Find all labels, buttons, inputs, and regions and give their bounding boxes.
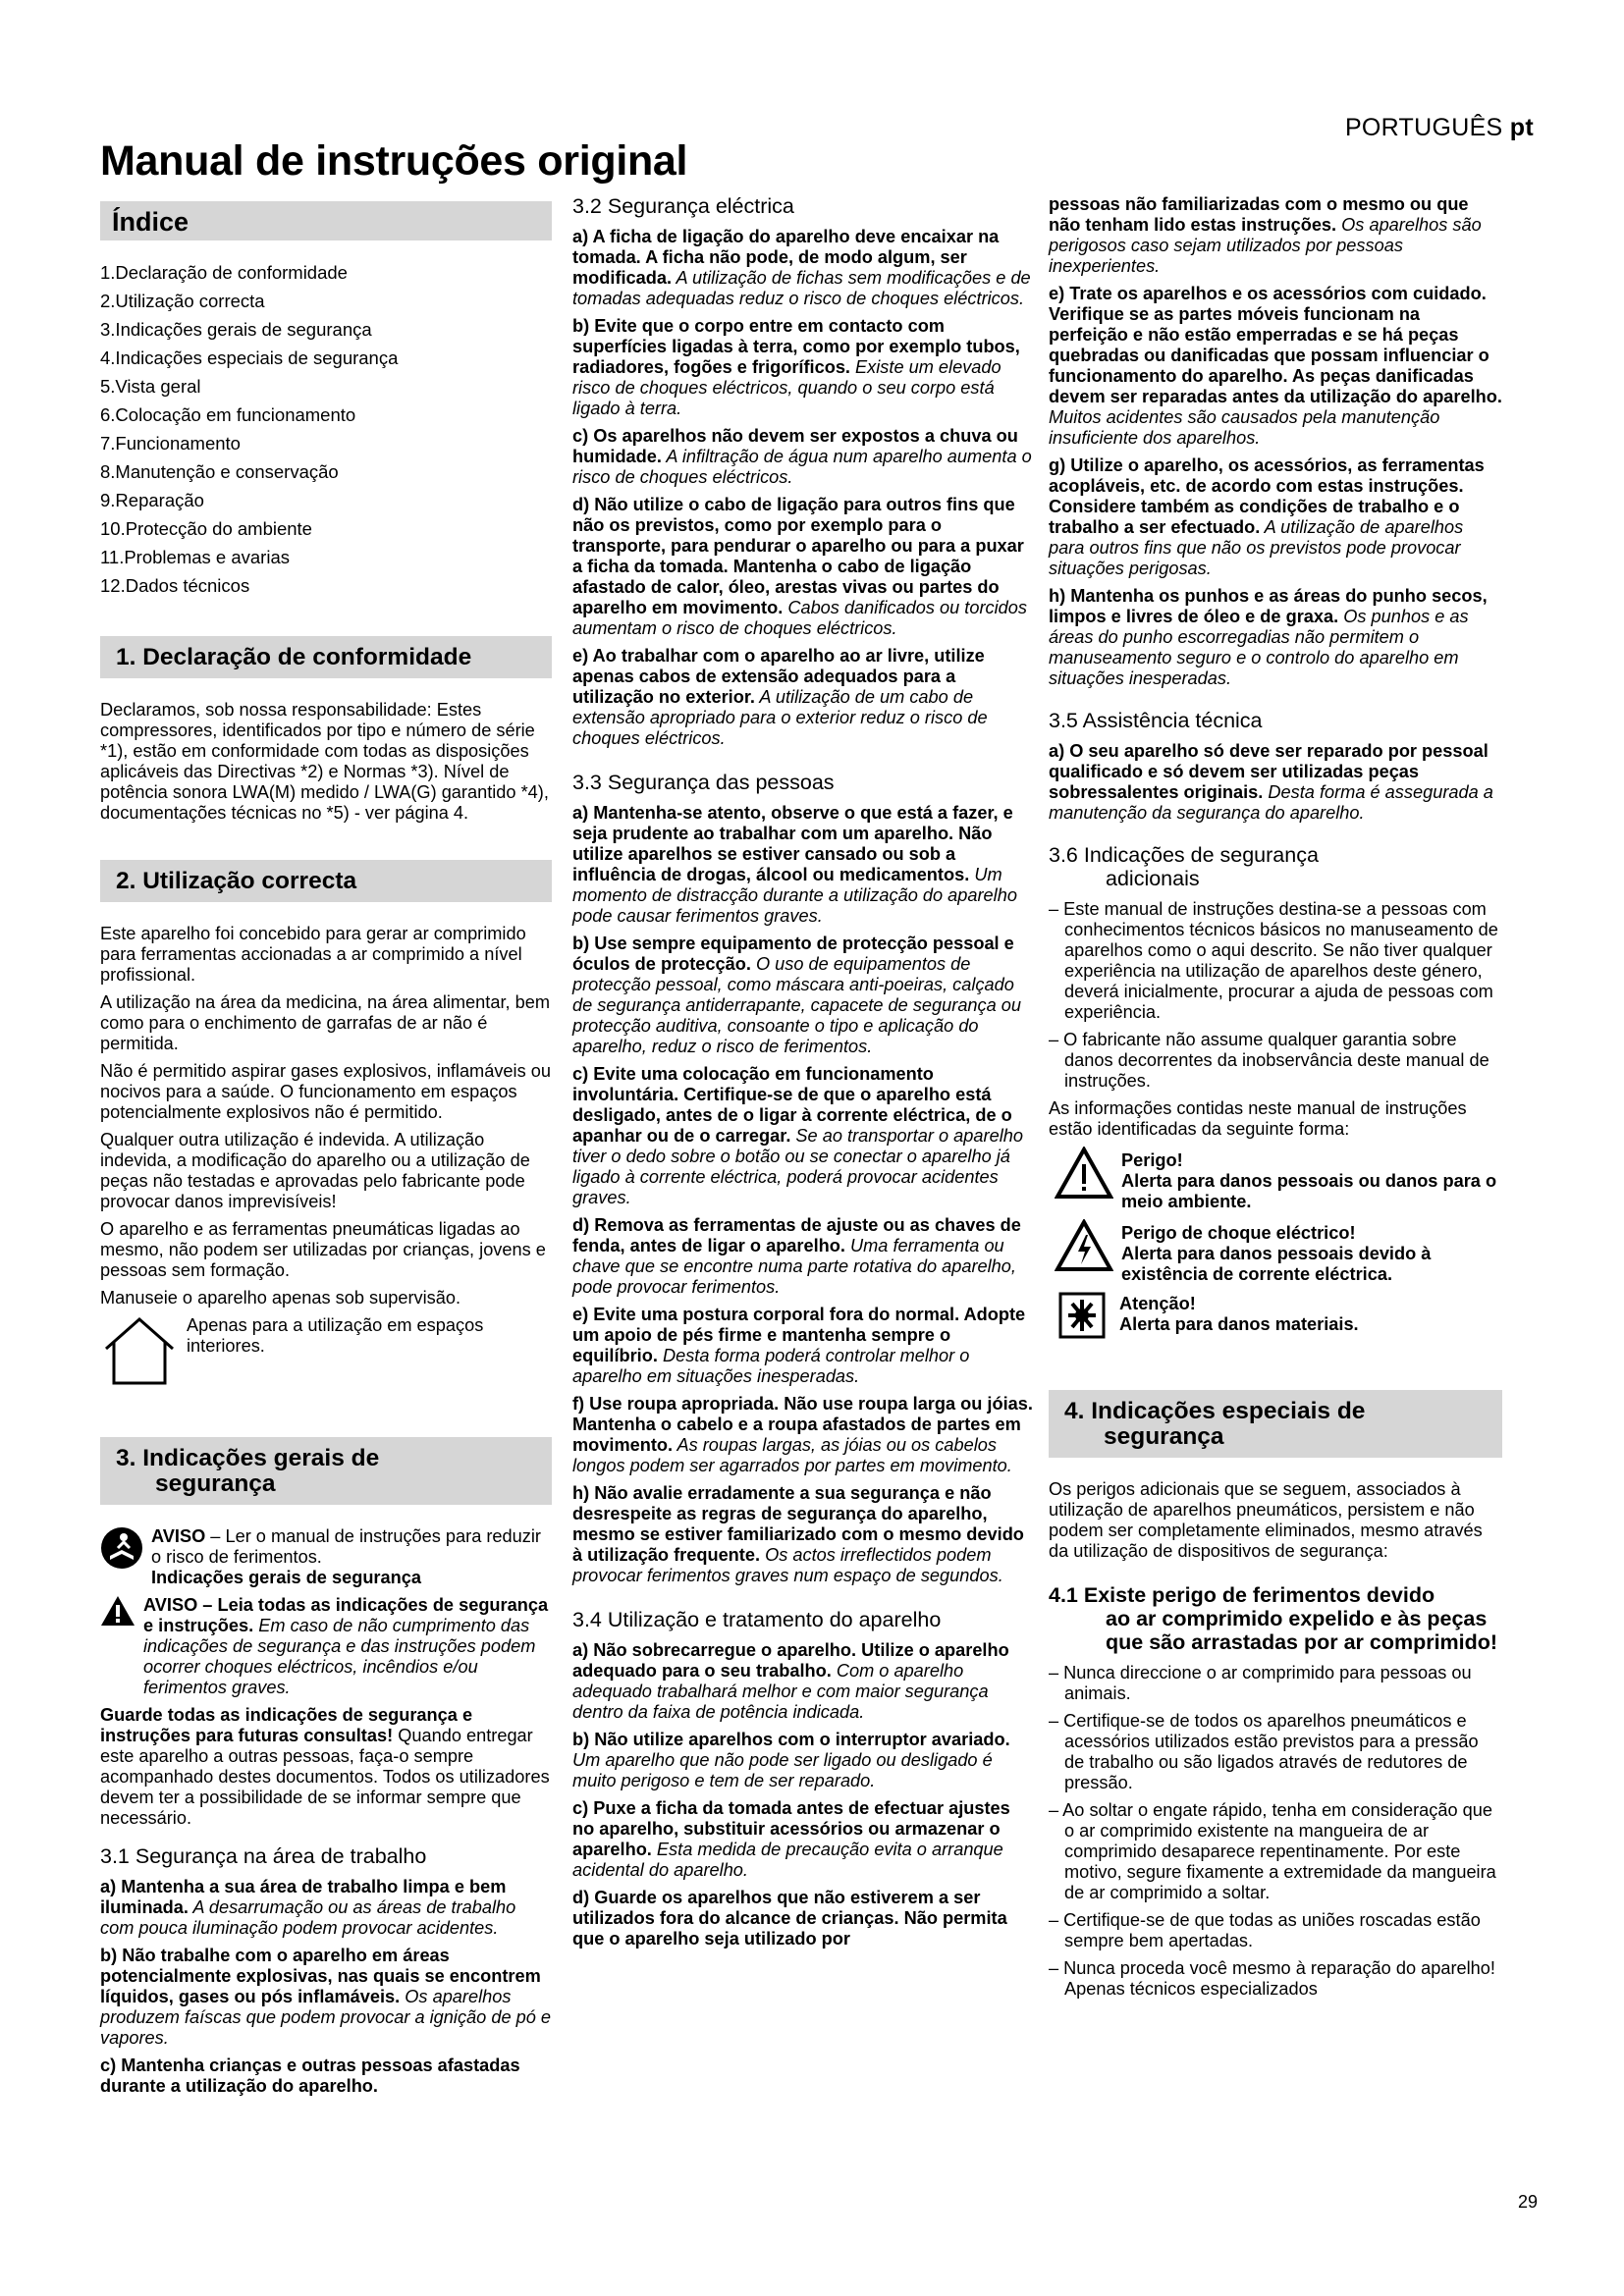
rule-bold: b) Não trabalhe com o aparelho em áreas potencialmente explosivas, nas quais se encontrem líquidos, gases ou pós inflamáveis.: [100, 1946, 541, 2006]
rule-italic: As roupas largas, as jóias ou os cabelos longos podem ser agarrados por partes em movimento.: [572, 1435, 1012, 1475]
section-3-5-heading: 3.5 Assistência técnica: [1049, 709, 1263, 732]
section-3-2-heading: 3.2 Segurança eléctrica: [572, 194, 794, 218]
rule-bold: b) Não utilize aparelhos com o interruptor avariado.: [572, 1730, 1010, 1749]
column-1: [100, 201, 552, 2104]
rule-italic: Desta forma poderá controlar melhor o aparelho em situações inesperadas.: [572, 1346, 970, 1386]
section-3-6-heading-line1: 3.6 Indicações de segurança: [1049, 843, 1319, 867]
attention-warning: [1058, 1292, 1502, 1344]
rule-bold: d) Não utilize o cabo de ligação para outros fins que não os previstos, como por exemplo para o transporte, para pendurar o aparelho ou para a puxar a ficha da tomada. Mantenha o cabo de ligação afastado de calor, óleo, arestas vivas ou partes do aparelho em movimento.: [572, 495, 1024, 617]
rule-italic: A utilização de um cabo de extensão apropriado para o exterior reduz o risco de choques eléctricos.: [572, 687, 988, 748]
section-3-3-heading: 3.3 Segurança das pessoas: [572, 771, 835, 794]
section-3-6-heading: [1049, 843, 1502, 890]
toc-item[interactable]: 3.Indicações gerais de segurança: [100, 319, 372, 340]
danger-warning: [1055, 1147, 1502, 1212]
section-4-text: Os perigos adicionais que se seguem, associados à utilização de aparelhos pneumáticos, persistem e não podem ser completamente eliminados, mesmo através da utilização de dispositivos de segurança:: [1049, 1479, 1483, 1561]
rule-bold: f) Use roupa apropriada. Não use roupa larga ou jóias. Mantenha o cabelo e a roupa afastados de partes em movimento.: [572, 1394, 1033, 1455]
section-1-heading: 1. Declaração de conformidade: [100, 636, 552, 678]
rule-italic: Um aparelho que não pode ser ligado ou desligado é muito perigoso e tem de ser reparado.: [572, 1750, 993, 1790]
toc-item[interactable]: 5.Vista geral: [100, 376, 201, 397]
read-manual-warning: [100, 1526, 552, 1588]
section-3-heading-line2: segurança: [155, 1470, 276, 1497]
section-1-text: Declaramos, sob nossa responsabilidade: Estes compressores, identificados por tipo e número de série *1), estão em conformidade com todas as disposições aplicáveis das Directivas *2) e Normas *3). Nível de potência sonora LWA(M) medido / LWA(G) garantido *4), documentações técnicas no *5) - ver página 4.: [100, 700, 549, 823]
rule-italic: Os aparelhos são perigosos caso sejam utilizados por pessoas inexperientes.: [1049, 215, 1482, 276]
warning-title: Atenção!: [1119, 1294, 1196, 1313]
section-3-1-heading: 3.1 Segurança na área de trabalho: [100, 1844, 427, 1868]
toc-item[interactable]: 9.Reparação: [100, 490, 204, 510]
rule-bold: c) Puxe a ficha da tomada antes de efectuar ajustes no aparelho, substituir acessórios ou armazenar o aparelho.: [572, 1798, 1010, 1859]
section-4-1-heading: [1049, 1583, 1502, 1654]
dash-item: – Certifique-se de que todas as uniões roscadas estão sempre bem apertadas.: [1049, 1910, 1481, 1950]
read-all-warning: [100, 1595, 552, 1698]
language-code: pt: [1509, 114, 1534, 141]
section-4-heading-line2: segurança: [1104, 1423, 1224, 1450]
rule-italic: Os actos irreflectidos podem provocar ferimentos graves num espaço de segundos.: [572, 1545, 1003, 1585]
toc-item[interactable]: 10.Protecção do ambiente: [100, 518, 312, 539]
toc-item[interactable]: 1.Declaração de conformidade: [100, 262, 348, 283]
house-icon: [100, 1315, 179, 1391]
toc-item[interactable]: 4.Indicações especiais de segurança: [100, 347, 399, 368]
rule-bold: d) Remova as ferramentas de ajuste ou as chaves de fenda, antes de ligar o aparelho.: [572, 1215, 1021, 1255]
section-4-1-heading-line2: ao ar comprimido expelido e às peças que são arrastadas por ar comprimido!: [1106, 1607, 1498, 1654]
section-4-heading: [1049, 1390, 1502, 1458]
rule-bold: d) Guarde os aparelhos que não estiverem a ser utilizados fora do alcance de crianças. Não permita que o aparelho seja utilizado por: [572, 1888, 1007, 1949]
dash-item: – Ao soltar o engate rápido, tenha em consideração que o ar comprimido existente na mangueira de ar comprimido desaparece repentinamente. Por este motivo, segure fixamente a extremidade da mangueira de ar comprimido a soltar.: [1049, 1800, 1496, 1902]
keep-instructions-bold: Guarde todas as indicações de segurança e instruções para futuras consultas!: [100, 1705, 473, 1745]
section-2-para: Qualquer outra utilização é indevida. A utilização indevida, a modificação do aparelho ou a utilização de peças não testadas e aprovadas pelo fabricante pode provocar danos imprevisíveis!: [100, 1130, 530, 1211]
toc-item[interactable]: 8.Manutenção e conservação: [100, 461, 339, 482]
column-3: [1049, 194, 1502, 2006]
dash-item: – Nunca direccione o ar comprimido para pessoas ou animais.: [1049, 1663, 1472, 1703]
section-2-para: Manuseie o aparelho apenas sob supervisão.: [100, 1288, 461, 1308]
electric-shock-icon: [1055, 1219, 1113, 1277]
section-3-4-heading: 3.4 Utilização e tratamento do aparelho: [572, 1608, 942, 1631]
section-3-6-heading-line2: adicionais: [1106, 867, 1200, 890]
section-4-heading-line1: 4. Indicações especiais de: [1064, 1398, 1366, 1424]
rule-italic: A utilização de fichas sem modificações e de tomadas adequadas reduz o risco de choques eléctricos.: [572, 268, 1031, 308]
section-3-heading-line1: 3. Indicações gerais de: [116, 1445, 380, 1471]
read-manual-icon: [100, 1526, 143, 1575]
rule-italic: Um momento de distracção durante a utilização do aparelho pode causar ferimentos graves.: [572, 865, 1017, 926]
page-number: 29: [1517, 2192, 1538, 2212]
rule-italic: Esta medida de precaução evita o arranque acidental do aparelho.: [572, 1840, 1003, 1880]
rule-italic: Cabos danificados ou torcidos aumentam o risco de choques eléctricos.: [572, 598, 1027, 638]
dash-item: – Nunca proceda você mesmo à reparação do aparelho! Apenas técnicos especializados: [1049, 1958, 1495, 1999]
warning-title: Perigo de choque eléctrico!: [1121, 1223, 1356, 1243]
table-of-contents: [100, 258, 552, 600]
rule-bold: c) Os aparelhos não devem ser expostos a chuva ou humidade.: [572, 426, 1018, 466]
electric-warning: [1055, 1219, 1502, 1285]
keep-instructions-text: Quando entregar este aparelho a outras pessoas, faça-o sempre acompanhado destes documentos. Todos os utilizadores devem ter a possibilidade de se informar sempre que necessário.: [100, 1726, 550, 1828]
toc-item[interactable]: 2.Utilização correcta: [100, 291, 265, 311]
indoor-use-notice: [100, 1315, 552, 1391]
warning-title: Perigo!: [1121, 1150, 1183, 1170]
toc-item[interactable]: 12.Dados técnicos: [100, 575, 250, 596]
rule-bold: a) Mantenha a sua área de trabalho limpa e bem iluminada.: [100, 1877, 507, 1917]
dash-item: – Este manual de instruções destina-se a pessoas com conhecimentos técnicos básicos no manuseamento de aparelhos como o aqui descrito. Se não tiver qualquer experiência na utilização de aparelhos deste género, deverá inicialmente, procurar a ajuda de pessoas com experiência.: [1049, 899, 1498, 1022]
dash-item: – O fabricante não assume qualquer garantia sobre danos decorrentes da inobservância deste manual de instruções.: [1049, 1030, 1489, 1091]
page-title: Manual de instruções original: [100, 137, 688, 185]
warning-label: AVISO: [151, 1526, 206, 1546]
rule-italic: Os punhos e as áreas do punho escorregadias não permitem o manuseamento seguro e o controlo do aparelho em situações inesperadas.: [1049, 607, 1469, 688]
rule-bold: e) Evite uma postura corporal fora do normal. Adopte um apoio de pés firme e mantenha sempre o equilíbrio.: [572, 1305, 1026, 1365]
rule-bold: c) Mantenha crianças e outras pessoas afastadas durante a utilização do aparelho.: [100, 2056, 520, 2096]
rule-italic: Desta forma é assegurada a manutenção da segurança do aparelho.: [1049, 782, 1493, 823]
language-name: PORTUGUÊS: [1344, 114, 1503, 141]
rule-italic: Existe um elevado risco de choques eléctricos, quando o seu corpo está ligado à terra.: [572, 357, 1001, 418]
rule-bold: pessoas não familiarizadas com o mesmo ou que não tenham lido estas instruções.: [1049, 194, 1469, 235]
indoor-use-text: Apenas para a utilização em espaços interiores.: [187, 1315, 484, 1356]
column-2: [572, 194, 1036, 1956]
rule-italic: Se ao transportar o aparelho tiver o dedo sobre o botão ou se conectar o aparelho já ligado à corrente eléctrica, poderá provocar acidentes graves.: [572, 1126, 1023, 1207]
rule-bold: h) Mantenha os punhos e as áreas do punho secos, limpos e livres de óleo e de graxa.: [1049, 586, 1488, 626]
toc-item[interactable]: 11.Problemas e avarias: [100, 547, 290, 567]
general-safety-subheading: Indicações gerais de segurança: [151, 1568, 421, 1587]
section-4-1-heading-line1: 4.1 Existe perigo de ferimentos devido: [1049, 1583, 1435, 1607]
rule-italic: A infiltração de água num aparelho aumenta o risco de choques eléctricos.: [572, 447, 1032, 487]
material-damage-icon: [1058, 1292, 1106, 1344]
rule-bold: e) Trate os aparelhos e os acessórios com cuidado. Verifique se as partes móveis funcionam na perfeição e não estão emperradas e se há peças quebradas ou danificadas que possam influenciar o funcionamento do aparelho. As peças danificadas devem ser reparadas antes da utilização do aparelho.: [1049, 284, 1502, 406]
rule-italic: A utilização de aparelhos para outros fins que não os previstos pode provocar situações perigosas.: [1049, 517, 1464, 578]
dash-item: – Certifique-se de todos os aparelhos pneumáticos e acessórios utilizados estão previstos para a pressão de trabalho ou são ligados através de redutores de pressão.: [1049, 1711, 1479, 1792]
rule-bold: a) O seu aparelho só deve ser reparado por pessoal qualificado e só devem ser utilizadas peças sobressalentes originais.: [1049, 741, 1489, 802]
section-2-para: Não é permitido aspirar gases explosivos, inflamáveis ou nocivos para a saúde. O funcionamento em espaços potencialmente explosivos não é permitido.: [100, 1061, 551, 1122]
warning-triangle-icon: [100, 1595, 135, 1631]
info-text: As informações contidas neste manual de instruções estão identificadas da seguinte forma:: [1049, 1098, 1467, 1139]
warning-text: Alerta para danos materiais.: [1119, 1314, 1359, 1334]
rule-italic: O uso de equipamentos de protecção pessoal, como máscara anti-poeiras, calçado de segurança antiderrapante, capacete de segurança ou protecção auditiva, consoante o tipo e aplicação do aparelho, reduz o risco de ferimentos.: [572, 954, 1022, 1056]
section-2-heading: 2. Utilização correcta: [100, 860, 552, 902]
rule-bold: b) Evite que o corpo entre em contacto com superfícies ligadas à terra, como por exemplo tubos, radiadores, fogões e frigoríficos.: [572, 316, 1020, 377]
rule-italic: A desarrumação ou as áreas de trabalho com pouca iluminação podem provocar acidentes.: [100, 1897, 516, 1938]
section-3-heading: [100, 1437, 552, 1505]
rule-bold: a) Mantenha-se atento, observe o que está a fazer, e seja prudente ao trabalhar com um aparelho. Não utilize aparelhos se estiver cansado ou sob a influência de drogas, álcool ou medicamentos.: [572, 803, 1013, 884]
warning-text: Alerta para danos pessoais devido à existência de corrente eléctrica.: [1121, 1244, 1432, 1284]
rule-bold: a) A ficha de ligação do aparelho deve encaixar na tomada. A ficha não pode, de modo algum, ser modificada.: [572, 227, 1000, 288]
rule-italic: Muitos acidentes são causados pela manutenção insuficiente dos aparelhos.: [1049, 407, 1440, 448]
rule-bold: a) Não sobrecarregue o aparelho. Utilize o aparelho adequado para o seu trabalho.: [572, 1640, 1009, 1681]
warning-text: – Ler o manual de instruções para reduzir o risco de ferimentos.: [151, 1526, 541, 1567]
warning-label: AVISO – Leia todas as indicações de segurança e instruções.: [143, 1595, 549, 1635]
rule-bold: b) Use sempre equipamento de protecção pessoal e óculos de protecção.: [572, 934, 1014, 974]
warning-text: Em caso de não cumprimento das indicações de segurança e das instruções podem ocorrer choques eléctricos, incêndios e/ou ferimentos graves.: [143, 1616, 536, 1697]
rule-italic: Com o aparelho adequado trabalhará melhor e com maior segurança dentro da faixa de potência indicada.: [572, 1661, 989, 1722]
toc-item[interactable]: 7.Funcionamento: [100, 433, 241, 454]
rule-bold: g) Utilize o aparelho, os acessórios, as ferramentas acopláveis, etc. de acordo com estas instruções. Considere também as condições de trabalho e o trabalho a ser efectuado.: [1049, 455, 1485, 537]
warning-text: Alerta para danos pessoais ou danos para o meio ambiente.: [1121, 1171, 1497, 1211]
rule-italic: Uma ferramenta ou chave que se encontre numa parte rotativa do aparelho, pode provocar ferimentos.: [572, 1236, 1016, 1297]
section-2-para: A utilização na área da medicina, na área alimentar, bem como para o enchimento de garrafas de ar não é permitida.: [100, 992, 550, 1053]
section-2-para: Este aparelho foi concebido para gerar ar comprimido para ferramentas accionadas a ar comprimido a nível profissional.: [100, 924, 526, 985]
rule-bold: e) Ao trabalhar com o aparelho ao ar livre, utilize apenas cabos de extensão adequados para a utilização no exterior.: [572, 646, 985, 707]
toc-item[interactable]: 6.Colocação em funcionamento: [100, 404, 356, 425]
danger-triangle-icon: [1055, 1147, 1113, 1204]
index-heading: Índice: [100, 201, 552, 240]
rule-bold: c) Evite uma colocação em funcionamento involuntária. Certifique-se de que o aparelho está desligado, antes de o ligar à corrente eléctrica, de o apanhar ou de o carregar.: [572, 1064, 1012, 1146]
rule-bold: h) Não avalie erradamente a sua segurança e não desrespeite as regras de segurança do aparelho, mesmo se estiver familiarizado com o mesmo devido à utilização frequente.: [572, 1483, 1024, 1565]
language-label: [1345, 114, 1534, 142]
section-2-para: O aparelho e as ferramentas pneumáticas ligadas ao mesmo, não podem ser utilizadas por crianças, jovens e pessoas sem formação.: [100, 1219, 546, 1280]
rule-italic: Os aparelhos produzem faíscas que podem provocar a ignição de pó e vapores.: [100, 1987, 552, 2048]
